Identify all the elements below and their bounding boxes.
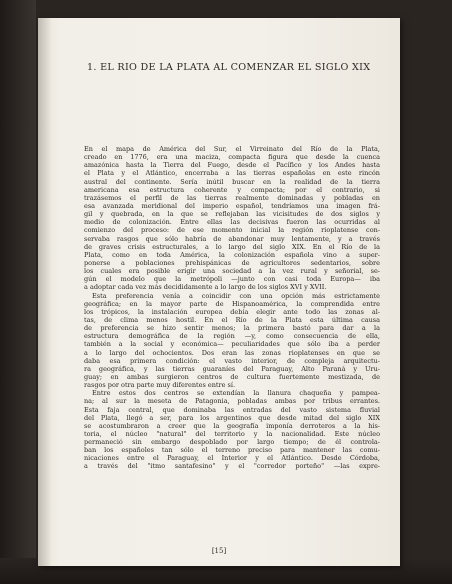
text-line: esa avanzada meridional del imperio español, tendríamos una imagen frá- <box>84 201 380 210</box>
text-line: Plata, como en toda América, la colonización española vino a super- <box>84 250 380 259</box>
book-page <box>38 18 400 566</box>
text-line: nicaciones entre el Paraguay, el Interior y el Atlántico. Desde Córdoba, <box>84 454 380 463</box>
text-line: tas, de clima menos hostil. En el Río de la Plata esta última causa <box>84 315 380 324</box>
text-line: toria, el núcleo "natural" del territorio y la nacionalidad. Este núcleo <box>84 429 380 438</box>
body-text <box>84 145 380 471</box>
text-line: gún el modelo que la metrópoli —junto con casi toda Europa— iba <box>84 275 380 284</box>
text-line: Esta preferencia venía a coincidir con una opción más estrictamente <box>92 291 380 300</box>
text-line: de graves crisis estructurales, a lo largo del siglo XIX. En el Río de la <box>84 242 380 251</box>
text-line: Entre estos dos centros se extendían la llanura chaqueña y pampea- <box>92 389 380 398</box>
text-line: también a la social y económica— peculiaridades que sólo iba a perder <box>84 340 380 349</box>
text-line: geográfica; en la mayor parte de Hispanoamérica, la comprendida entre <box>84 299 380 308</box>
text-line: Esta faja central, que dominaba las entradas del vasto sistema fluvial <box>84 405 380 414</box>
text-line: el Plata y el Atlántico, encerraba a las tierras españolas en este rincón <box>84 169 380 178</box>
page-gutter-shadow <box>38 18 52 566</box>
text-line: ban los españoles tan sólo el terreno preciso para mantener las comu- <box>84 446 380 455</box>
text-line: del Plata, llegó a ser, para los argentinos que desde mitad del siglo XIX <box>84 413 380 422</box>
text-line: austral del continente. Sería inútil buscar en la realidad de la tierra <box>84 177 380 186</box>
page-number: [15] <box>211 547 227 555</box>
text-line: americana esa estructura coherente y compacta; por el contrario, si <box>84 185 380 194</box>
text-line: ponerse a poblaciones prehispánicas de agricultores sedentarios, sobre <box>84 258 380 267</box>
text-line: na; al sur la meseta de Patagonia, pobladas ambas por tribus errantes. <box>84 397 380 406</box>
text-line: gil y quebrada, en la que se reflejaban las vicisitudes de dos siglos y <box>84 210 380 219</box>
background-left-edge <box>0 0 36 584</box>
text-line: amazónica hasta la Tierra del Fuego, desde el Pacífico y los Andes hasta <box>84 161 380 170</box>
text-line: ra geográfica, y las tierras guaraníes del Paraguay, Alto Paraná y Uru- <box>84 364 380 373</box>
text-line: los cuales era posible erigir una sociedad a la vez rural y señorial, se- <box>84 267 380 276</box>
text-line: comienzo del proceso: de ese momento inicial la región rioplatense con- <box>84 226 380 235</box>
text-line: servaba rasgos que sólo habría de abandonar muy lentamente, y a través <box>84 234 380 243</box>
text-line: permaneció sin embargo despoblado por largo tiempo; de él controla- <box>84 438 380 447</box>
text-line: a adoptar cada vez más decididamente a lo largo de los siglos XVI y XVII. <box>84 283 327 292</box>
chapter-title: 1. EL RIO DE LA PLATA AL COMENZAR EL SIGLO XIX <box>87 62 371 73</box>
text-line: estructura demográfica de la región —y, como consecuencia de ella, <box>84 332 380 341</box>
text-line: trazásemos el perfil de las tierras realmente dominadas y pobladas en <box>84 193 380 202</box>
text-line: a través del "itmo santafesino" y el "corredor porteño" —las expre- <box>84 462 380 471</box>
text-line: En el mapa de América del Sur, el Virreinato del Río de la Plata, <box>84 145 380 153</box>
text-line: medio de colonización. Entre ellas las decisivas fueron las ocurridas al <box>84 218 380 227</box>
text-line: rasgos por otra parte muy diferentes entre sí. <box>84 381 236 390</box>
text-line: guay; en ambas surgieron centros de cultura fuertemente mestizada, de <box>84 372 380 381</box>
text-line: a lo largo del ochocientos. Dos eran las zonas rioplatenses en que se <box>84 348 380 357</box>
text-line: de preferencia se hizo sentir menos; la primera bastó para dar a la <box>84 324 380 333</box>
text-line: se acostumbraron a creer que la geografía imponía derroteros a la his- <box>84 421 380 430</box>
text-line: creado en 1776, era una maciza, compacta figura que desde la cuenca <box>84 153 380 162</box>
text-line: los trópicos, la instalación europea debía elegir ante todo las zonas al- <box>84 307 380 316</box>
text-line: daba esa primera condición: el vasto interior, de compleja arquitectu- <box>84 356 380 365</box>
